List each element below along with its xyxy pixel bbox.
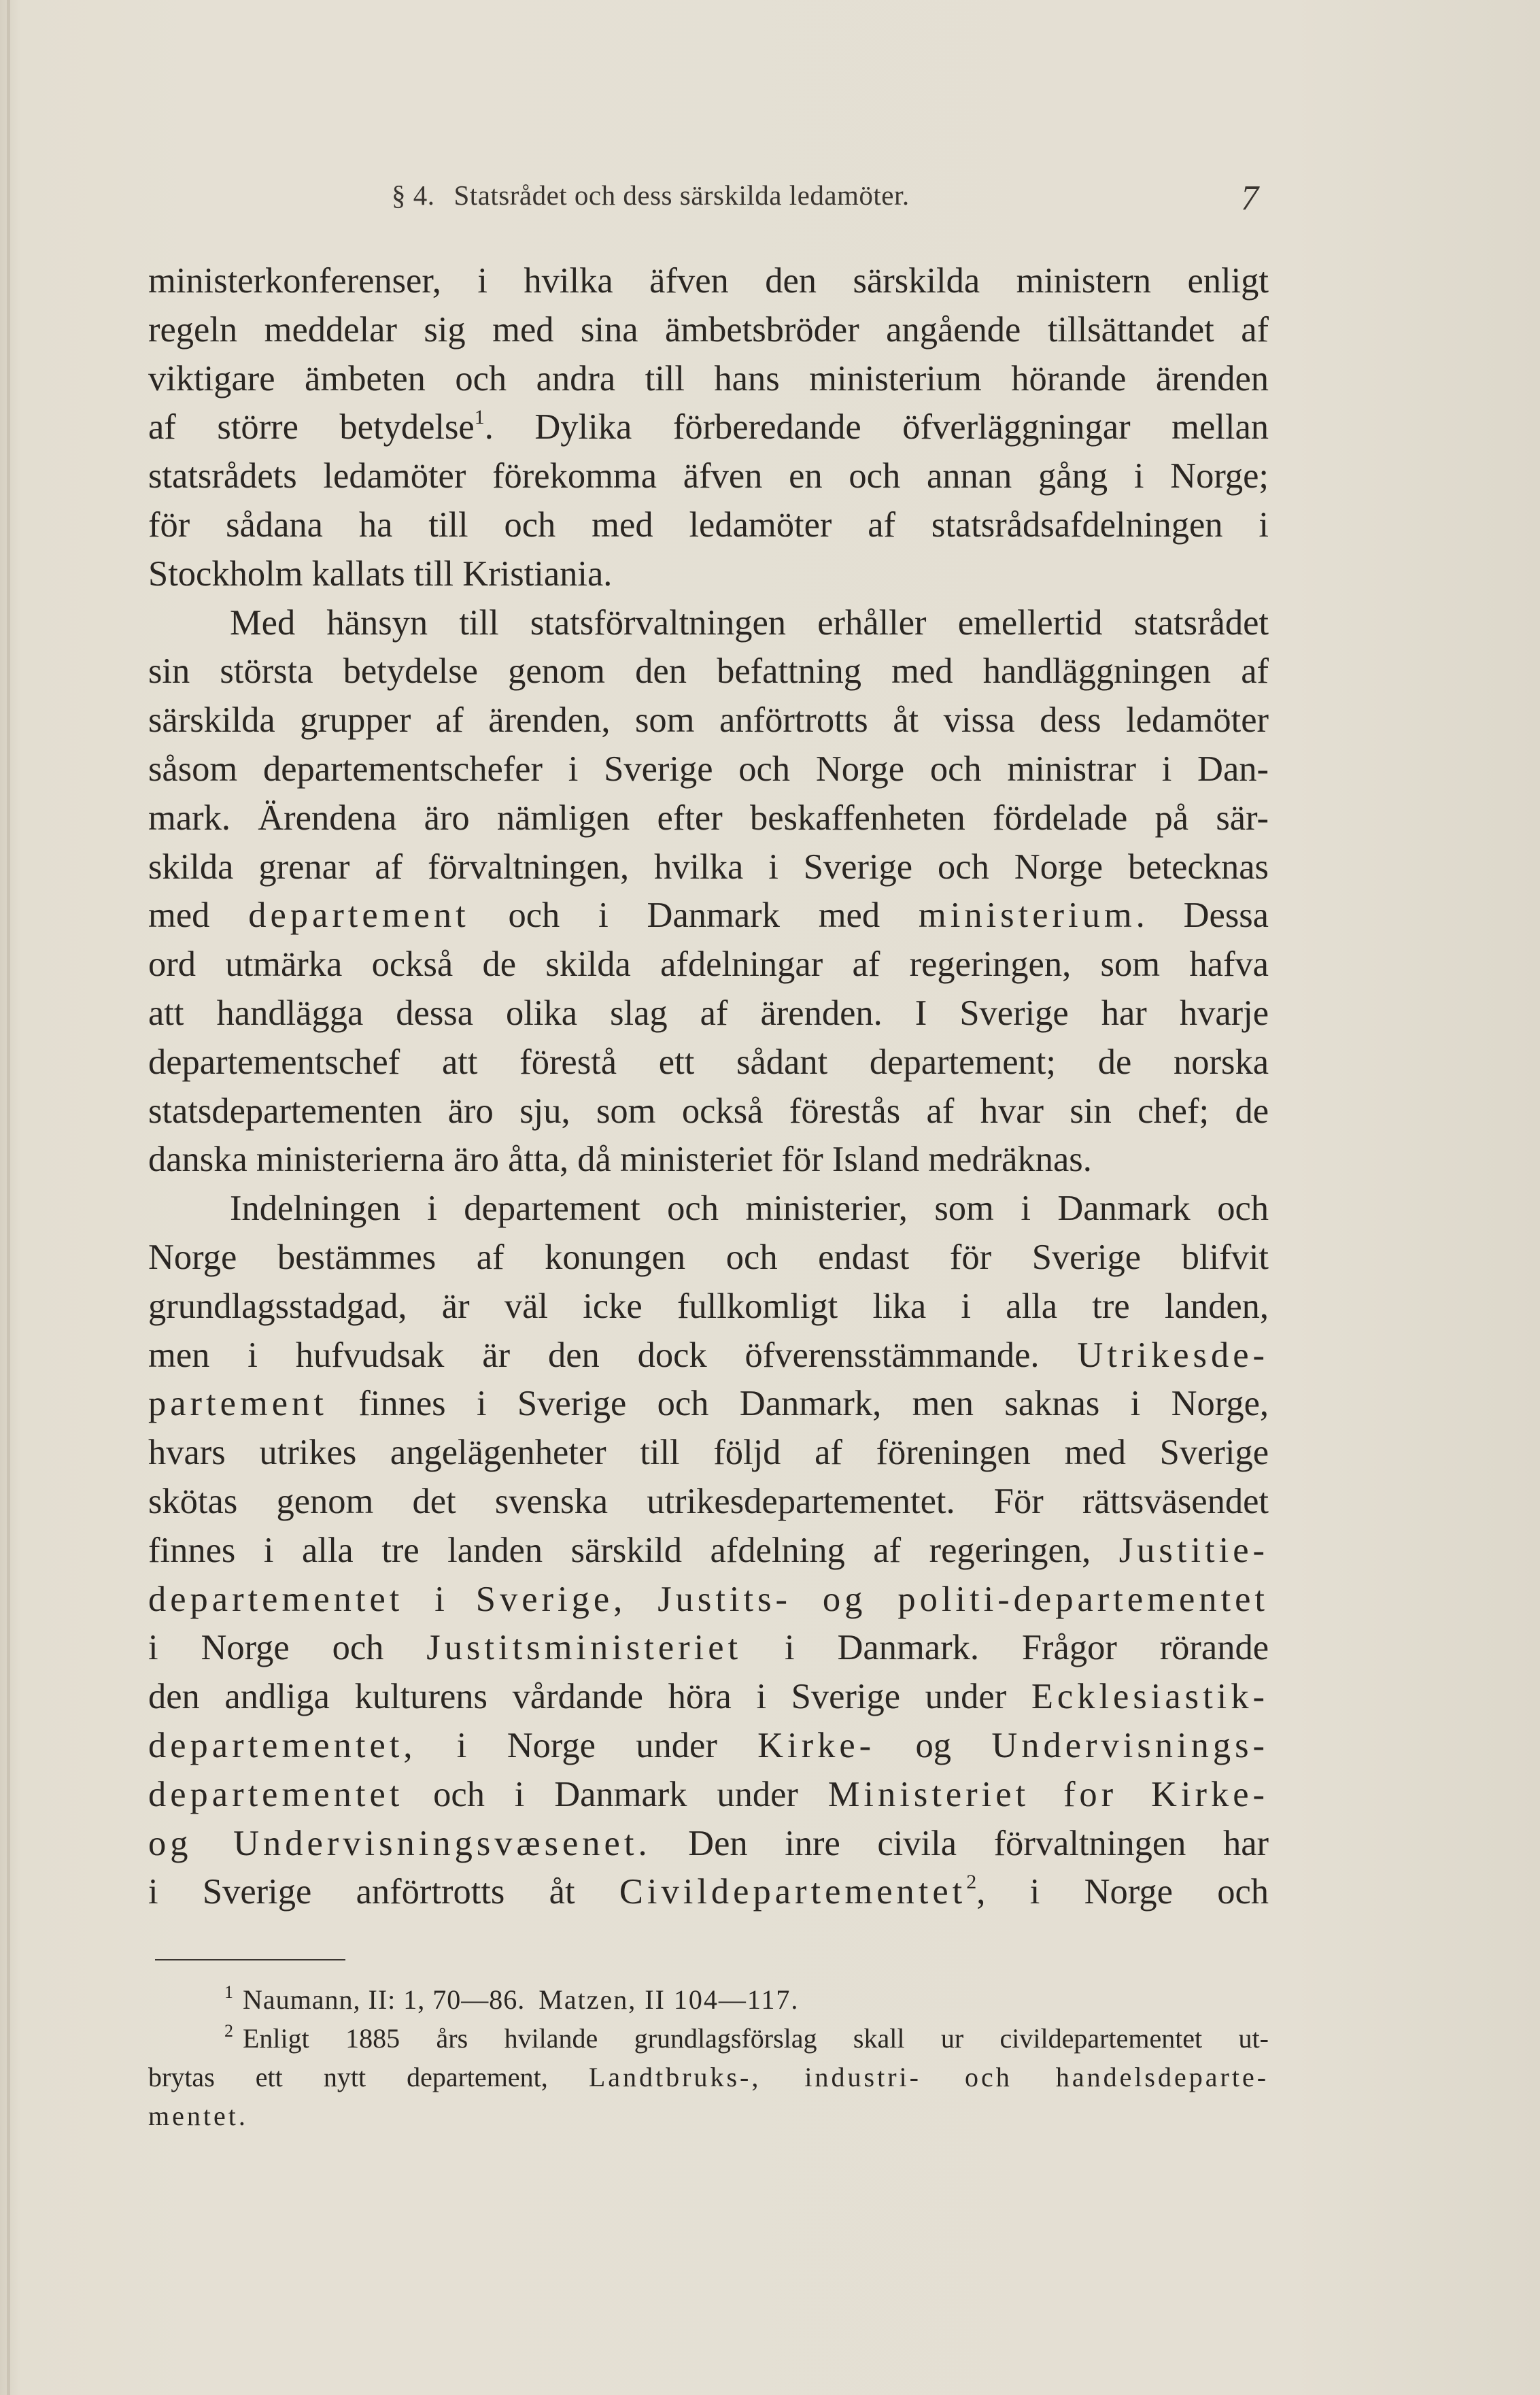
spaced-term: Sverige, <box>475 1579 627 1619</box>
footnote-ref-2: 2 <box>966 1871 977 1894</box>
text-line: men i hufvudsak är den dock öfverensstämmande. Utrikesde- <box>148 1335 1269 1375</box>
text-line: sin största betydelse genom den befattning med handläggningen af <box>148 651 1269 692</box>
spaced-term: Justitie- <box>1118 1530 1269 1570</box>
text-line: partement finnes i Sverige och Danmark, men saknas i Norge, <box>148 1384 1269 1424</box>
spaced-term: Utrikesde- <box>1077 1335 1269 1375</box>
text-line: finnes i alla tre landen särskild afdelning af regeringen, Justitie- <box>148 1530 1269 1570</box>
text-line: ord utmärka också de skilda afdelningar af regeringen, som hafva <box>148 945 1269 985</box>
spaced-term: Undervisnings- <box>991 1725 1269 1765</box>
text-line: för sådana ha till och med ledamöter af statsrådsafdelningen i <box>148 505 1269 545</box>
text-line: i Sverige anförtrotts åt Civildepartementet$^2$, i Norge och <box>148 1871 1269 1912</box>
text-line: danska ministerierna äro åtta, då ministeriet för Island medräknas. <box>148 1140 1092 1180</box>
spaced-term: departement <box>248 896 470 936</box>
spaced-term: og Undervisningsvæsenet. <box>148 1823 651 1863</box>
text-line: Norge bestämmes af konungen och endast för Sverige blifvit <box>148 1237 1269 1277</box>
text-line: ministerkonferenser, i hvilka äfven den särskilda ministern enligt <box>148 261 1269 301</box>
spaced-term: Kirke- <box>757 1725 876 1765</box>
spaced-term: og <box>822 1579 867 1619</box>
text-line: såsom departementschefer i Sverige och Norge och ministrar i Dan- <box>148 749 1269 789</box>
spaced-term: partement <box>148 1384 328 1424</box>
spaced-term: departementet <box>148 1774 404 1814</box>
text-line: särskilda grupper af ärenden, som anförtrotts åt vissa dess ledamöter <box>148 700 1269 741</box>
text-line: att handlägga dessa olika slag af ärenden. I Sverige har hvarje <box>148 993 1269 1033</box>
text-line: hvars utrikes angelägenheter till följd af föreningen med Sverige <box>148 1433 1269 1473</box>
spaced-term: departementet <box>148 1579 404 1619</box>
text-line: statsdepartementen äro sju, som också förestås af hvar sin chef; de <box>148 1091 1269 1131</box>
footnote-ref-1: 1 <box>474 406 485 429</box>
spaced-term: departementet, <box>148 1725 417 1765</box>
text-line: i Norge och Justitsministeriet i Danmark. Frågor rörande <box>148 1628 1269 1668</box>
spaced-term: mentet. <box>148 2101 248 2131</box>
spaced-term: Landtbruks-, industri- och handelsdeparte- <box>588 2062 1269 2092</box>
footnote-2-cont <box>148 2096 1269 2135</box>
section-number: § 4. <box>392 180 435 211</box>
spaced-term: Ministeriet for Kirke- <box>827 1774 1269 1814</box>
footnote-marker: 1 <box>224 1982 233 2002</box>
text-line: departementet och i Danmark under Ministeriet for Kirke- <box>148 1774 1269 1814</box>
text-line: viktigare ämbeten och andra till hans ministerium hörande ärenden <box>148 358 1269 398</box>
paragraph-start-line: Med hänsyn till statsförvaltningen erhåller emellertid statsrådet <box>230 602 1269 643</box>
footnote-2: $^2$ Enligt 1885 års hvilande grundlagsförslag skall ur civildepartementet ut- <box>224 2021 1269 2054</box>
spaced-term: politi-departementet <box>897 1579 1269 1619</box>
text-line: departementschef att förestå ett sådant departement; de norska <box>148 1042 1269 1082</box>
footnotes <box>148 1980 1269 2135</box>
spaced-term: Justits- <box>657 1579 791 1619</box>
text-line: departementet i Sverige, Justits- og politi-departementet <box>148 1579 1269 1619</box>
spaced-term: Civildepartementet <box>619 1872 967 1912</box>
text-line: af större betydelse$^1$. Dylika förberedande öfverläggningar mellan <box>148 406 1269 447</box>
text-line: den andliga kulturens vårdande höra i Sverige under Ecklesiastik- <box>148 1677 1269 1717</box>
text-line: og Undervisningsvæsenet. Den inre civila förvaltningen har <box>148 1823 1269 1863</box>
spaced-term: Ecklesiastik- <box>1031 1677 1269 1717</box>
text-line: regeln meddelar sig med sina ämbetsbröder angående tillsättandet af <box>148 309 1269 350</box>
running-header <box>392 179 1276 220</box>
page-spine-shadow <box>7 0 10 2395</box>
page-number: 7 <box>1241 179 1259 218</box>
footnote-marker: 2 <box>224 2021 233 2041</box>
spaced-term: ministerium <box>918 896 1136 936</box>
text-line: departementet, i Norge under Kirke- og Undervisnings- <box>148 1725 1269 1765</box>
text-line: med departement och i Danmark med ministerium. Dessa <box>148 896 1269 936</box>
text-line: mark. Ärendena äro nämligen efter beskaffenheten fördelade på sär- <box>148 798 1269 838</box>
spaced-term: Justitsministeriet <box>426 1628 742 1668</box>
text-line: skötas genom det svenska utrikesdepartementet. För rättsväsendet <box>148 1481 1269 1521</box>
footnote-2-cont: brytas ett nytt departement, Landtbruks-, industri- och handelsdeparte- <box>148 2062 1269 2092</box>
footnote-1: $^1$ Naumann, II: 1, 70—86. Matzen, II 104—117. <box>224 1982 800 2015</box>
footnote-separator <box>155 1959 345 1960</box>
text-line: grundlagsstadgad, är väl icke fullkomligt lika i alla tre landen, <box>148 1286 1269 1326</box>
running-header-title: Statsrådet och dess särskilda ledamöter. <box>454 180 910 211</box>
paragraph-start-line: Indelningen i departement och ministerier, som i Danmark och <box>230 1189 1269 1229</box>
text-line: statsrådets ledamöter förekomma äfven en och annan gång i Norge; <box>148 456 1269 496</box>
body-text <box>148 257 1269 1917</box>
text-line: Stockholm kallats till Kristiania. <box>148 554 613 594</box>
text-line: skilda grenar af förvaltningen, hvilka i Sverige och Norge betecknas <box>148 847 1269 887</box>
